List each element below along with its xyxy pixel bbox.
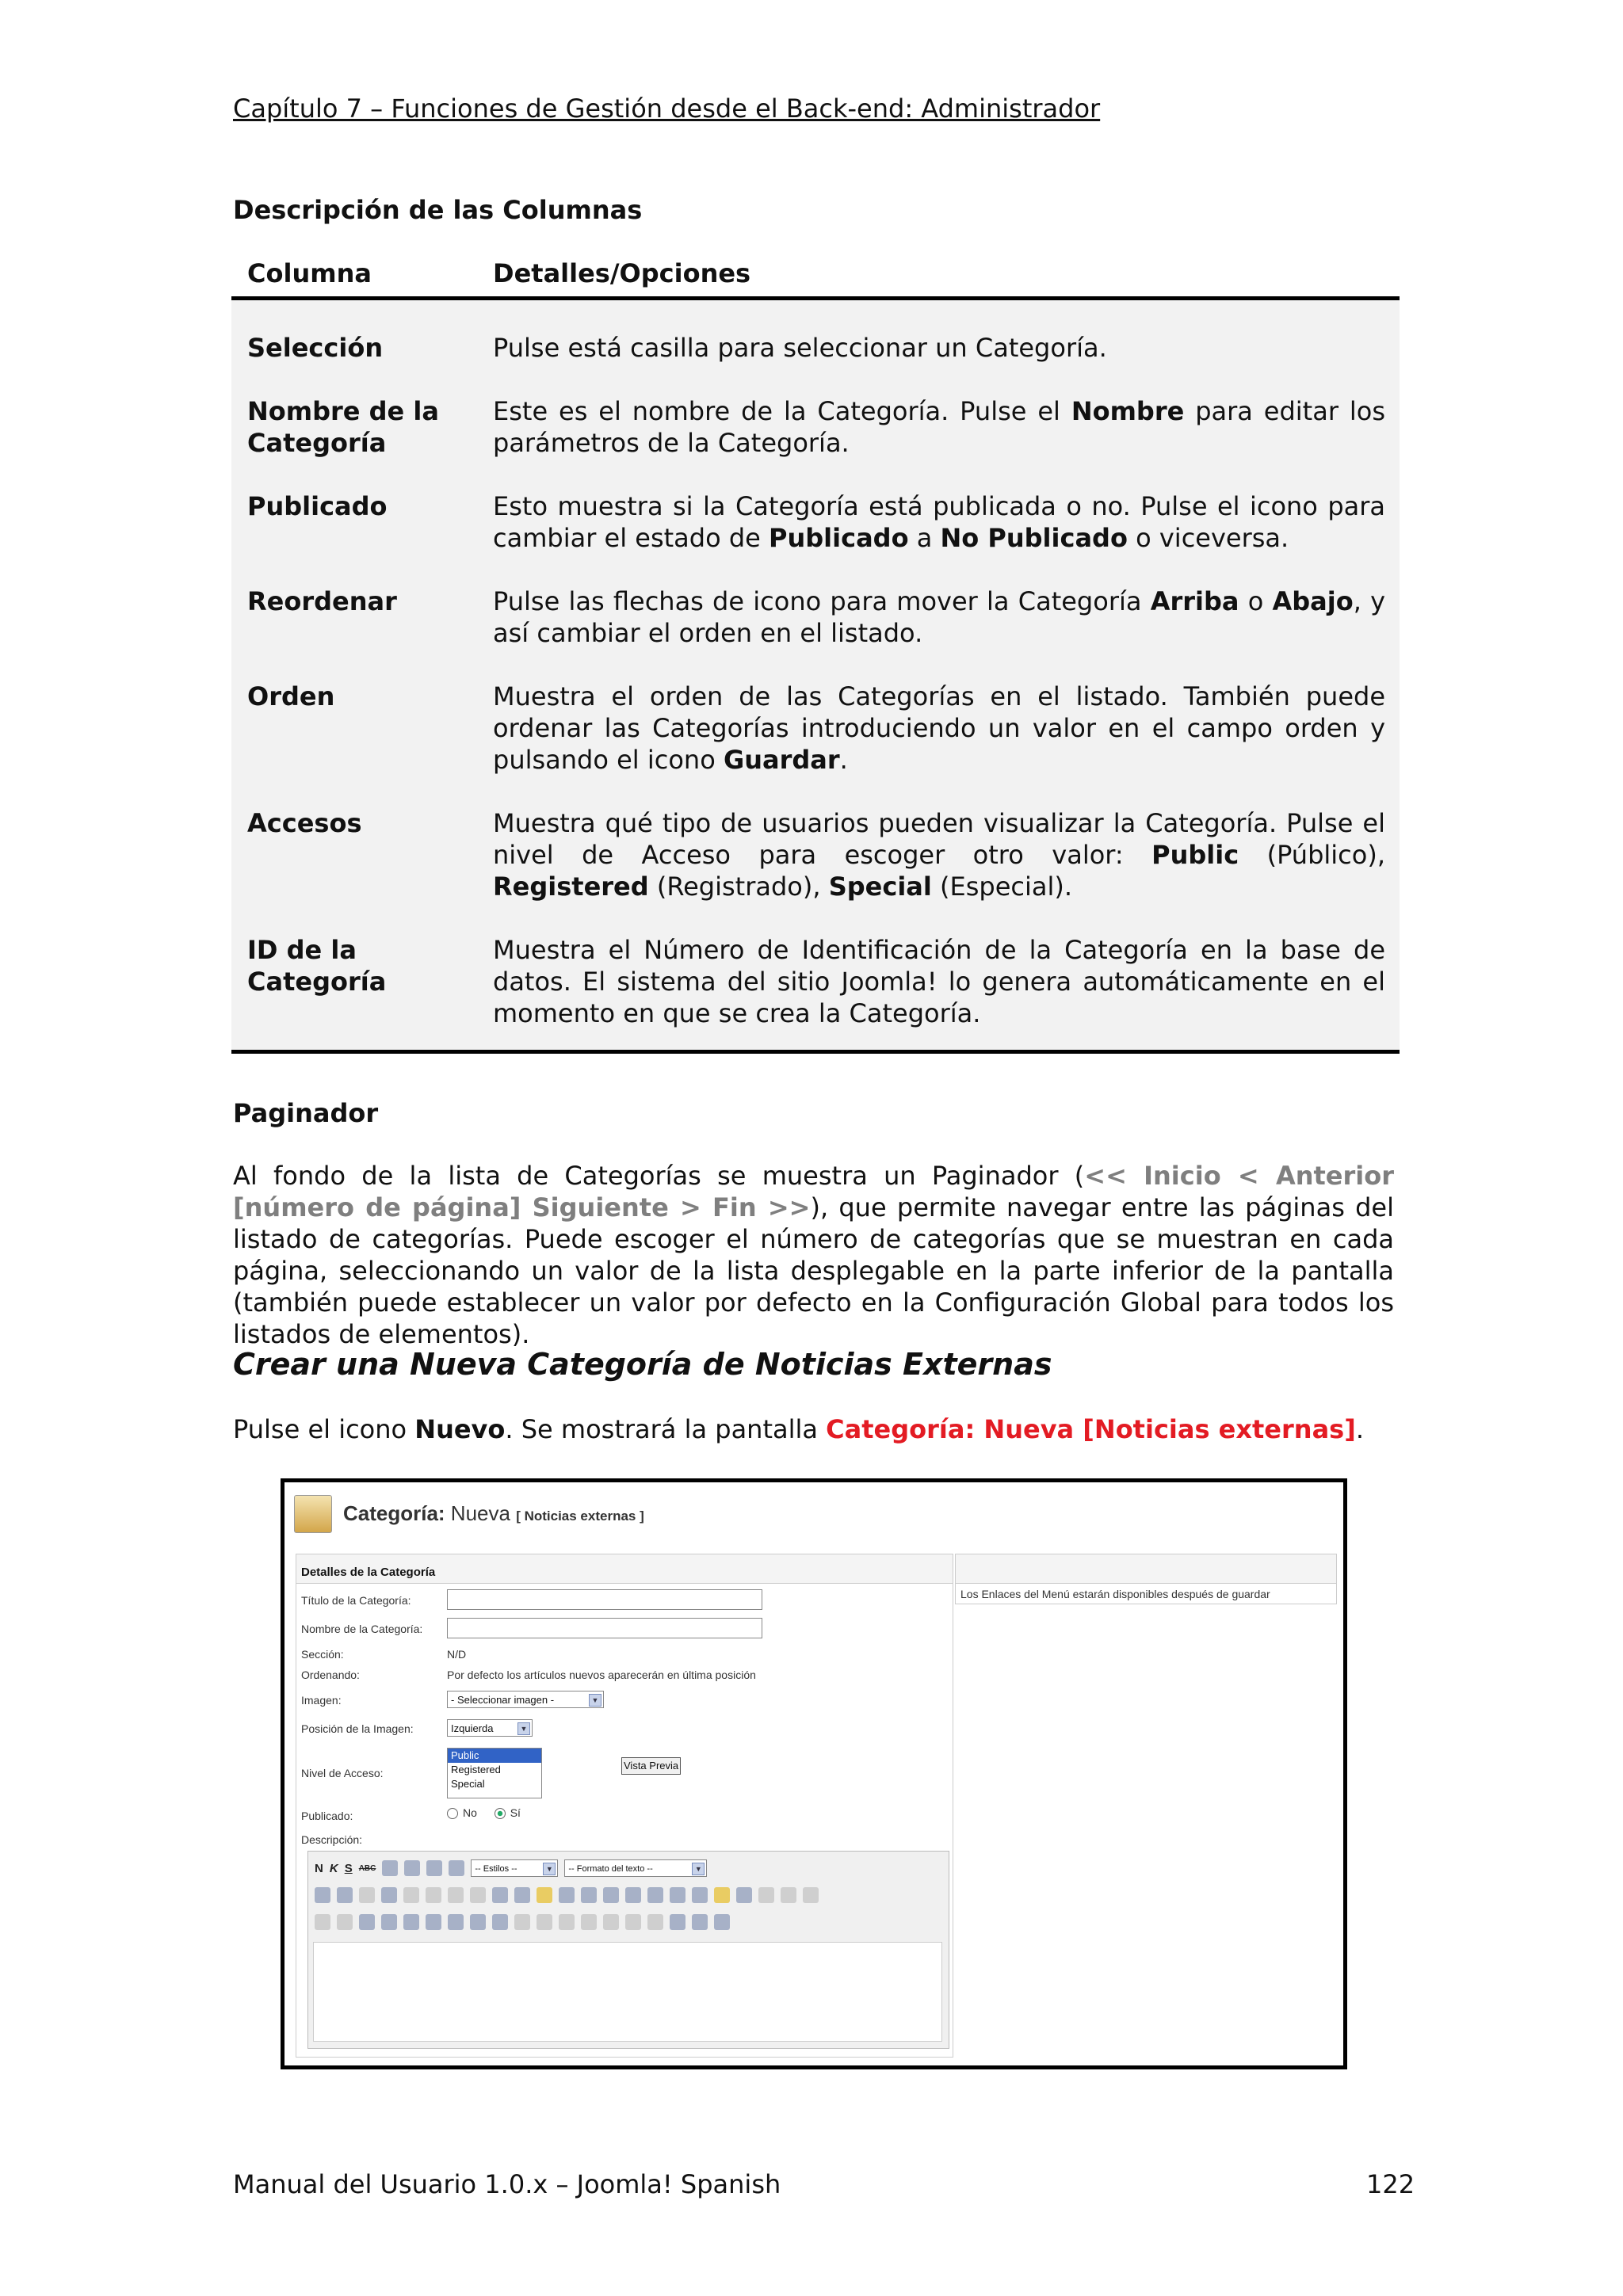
delete-row-icon[interactable] (625, 1914, 641, 1930)
description-text: o (1239, 586, 1273, 616)
chevron-down-icon: ▼ (517, 1722, 530, 1735)
row-before-icon[interactable] (581, 1914, 597, 1930)
insert-line-icon[interactable] (448, 1914, 464, 1930)
align-center-icon[interactable] (404, 1860, 420, 1876)
split-cells-icon[interactable] (714, 1914, 730, 1930)
row-column-name: Nombre de la Categoría (247, 396, 439, 458)
crear-text-1: Pulse el icono (233, 1414, 415, 1444)
bullet-list-icon[interactable] (315, 1887, 330, 1903)
column-header-detalles: Detalles/Opciones (493, 258, 751, 288)
table-header (231, 252, 1400, 296)
undo-icon[interactable] (403, 1887, 419, 1903)
menu-links-panel (955, 1554, 1337, 1604)
align-right-icon[interactable] (426, 1860, 442, 1876)
visual-aid-icon[interactable] (359, 1914, 375, 1930)
description-bold: Guardar (723, 745, 840, 775)
description-bold: Arriba (1150, 586, 1239, 616)
unlink-icon[interactable] (470, 1887, 486, 1903)
vista-previa-button[interactable]: Vista Previa (621, 1757, 681, 1775)
paginador-text-1: Al fondo de la lista de Categorías se muestra un Paginador ( (233, 1161, 1085, 1191)
crear-text-2: . Se mostrará la pantalla (505, 1414, 827, 1444)
publicado-label: Publicado: (301, 1810, 353, 1822)
table-bottom-rule (231, 1050, 1400, 1054)
formato-select[interactable] (564, 1859, 707, 1877)
table-icon[interactable] (514, 1914, 530, 1930)
crear-screen-name: Categoría: Nueva [Noticias externas] (826, 1414, 1356, 1444)
estilos-select[interactable] (471, 1859, 558, 1877)
row-description (493, 934, 1385, 1029)
description-bold: Publicado (769, 523, 909, 553)
row-column-name: Publicado (247, 491, 388, 521)
col-after-icon[interactable] (670, 1914, 685, 1930)
chevron-down-icon: ▼ (543, 1863, 556, 1875)
description-bold: Special (828, 871, 932, 902)
align-left-icon[interactable] (382, 1860, 398, 1876)
crear-text-3: . (1355, 1414, 1364, 1444)
copy-icon[interactable] (781, 1887, 796, 1903)
table-row (231, 490, 1400, 554)
description-text: Pulse las flechas de icono para mover la Categoría (493, 586, 1151, 616)
details-panel-header (296, 1554, 953, 1584)
column-header-columna: Columna (247, 258, 372, 288)
print-icon[interactable] (692, 1887, 708, 1903)
titulo-label: Título de la Categoría: (301, 1594, 411, 1607)
description-editor (307, 1851, 949, 2049)
table-row (231, 934, 1400, 1029)
fullscreen-icon[interactable] (736, 1887, 752, 1903)
description-text: Muestra el Número de Identificación de la Categoría en la base de datos. El sistema del sitio Joomla! lo genera automáticamente en el momento en que se crea la Categoría. (493, 935, 1385, 1028)
paginador-links-text: << Inicio < Anterior [número de página] Siguiente > Fin >> (233, 1161, 1395, 1222)
radio-no-label: No (463, 1806, 477, 1819)
remove-format-icon[interactable] (337, 1914, 353, 1930)
editor-toolbar-row-3 (315, 1910, 730, 1934)
description-text: Este es el nombre de la Categoría. Pulse el (493, 396, 1071, 426)
section-title: Descripción de las Columnas (233, 195, 643, 225)
description-text: (Registrado), (648, 871, 829, 902)
image-icon[interactable] (514, 1887, 530, 1903)
row-description (493, 807, 1385, 902)
editor-toolbar-row-1 (315, 1856, 707, 1880)
cell-props-icon[interactable] (559, 1914, 575, 1930)
publicado-radios (447, 1806, 521, 1819)
strikethrough-icon[interactable]: ABC (358, 1863, 376, 1873)
chevron-down-icon: ▼ (692, 1863, 705, 1875)
description-text: , y así cambiar el orden en el listado. (493, 586, 1386, 648)
description-text: para editar los parámetros de la Categoría. (493, 396, 1386, 458)
paginador-title: Paginador (233, 1098, 379, 1128)
titulo-input[interactable] (447, 1589, 762, 1610)
description-bold: Public (1151, 840, 1239, 870)
delete-col-icon[interactable] (692, 1914, 708, 1930)
row-props-icon[interactable] (537, 1914, 552, 1930)
menu-links-notice: Los Enlaces del Menú estarán disponibles después de guardar (960, 1588, 1270, 1600)
row-column-name: Selección (247, 333, 384, 363)
row-column-name: Reordenar (247, 586, 397, 616)
row-description (493, 395, 1385, 459)
menu-links-panel-header (956, 1554, 1336, 1584)
row-after-icon[interactable] (603, 1914, 619, 1930)
estilos-select-value: -- Estilos -- (475, 1864, 517, 1874)
row-column-name: Accesos (247, 808, 362, 838)
radio-no[interactable] (447, 1808, 458, 1819)
outdent-icon[interactable] (359, 1887, 375, 1903)
numbered-list-icon[interactable] (337, 1887, 353, 1903)
screen-title-small: [ Noticias externas ] (516, 1508, 644, 1524)
posicion-label: Posición de la Imagen: (301, 1722, 414, 1735)
indent-icon[interactable] (381, 1887, 397, 1903)
imagen-label: Imagen: (301, 1694, 342, 1707)
row-description (493, 490, 1385, 554)
category-details-panel (296, 1554, 953, 2058)
chevron-down-icon: ▼ (589, 1694, 601, 1707)
table-row (231, 807, 1400, 902)
style-icon[interactable] (470, 1914, 486, 1930)
table-row (231, 585, 1400, 649)
paginador-text-2: ), que permite navegar entre las páginas del listado de categorías. Puede escoger el número de categorías que se muestran en cada página, seleccionando un valor de la lista desplegable en la parte inferior de la pantalla (también puede establecer un valor por defecto en la Configuración Global para todos los listados de elementos). (233, 1192, 1395, 1349)
row-description (493, 585, 1385, 649)
description-text: (Especial). (931, 871, 1073, 902)
description-bold: No Publicado (940, 523, 1128, 553)
crear-title: Crear una Nueva Categoría de Noticias Externas (233, 1347, 1052, 1382)
ordenando-value: Por defecto los artículos nuevos aparecerán en última posición (447, 1669, 756, 1681)
editor-text-area[interactable] (313, 1942, 942, 2042)
nombre-input[interactable] (447, 1618, 762, 1638)
seccion-label: Sección: (301, 1648, 344, 1661)
columns-table (231, 252, 1400, 1054)
access-option[interactable]: Special (451, 1778, 485, 1790)
html-icon[interactable] (581, 1887, 597, 1903)
description-text: Muestra el orden de las Categorías en el listado. También puede ordenar las Categorías introduciendo un valor en el campo orden y pulsando el icono (493, 681, 1385, 775)
access-option[interactable]: Public (448, 1749, 541, 1763)
editor-toolbar-row-2 (315, 1883, 819, 1907)
horizontal-rule-icon[interactable] (315, 1914, 330, 1930)
special-char-icon[interactable] (426, 1914, 441, 1930)
description-text: Esto muestra si la Categoría está publicada o no. Pulse el icono para cambiar el estado de (493, 491, 1385, 553)
description-text: . (839, 745, 848, 775)
table-body (231, 300, 1400, 1050)
crear-nuevo-bold: Nuevo (414, 1414, 506, 1444)
find-icon[interactable] (625, 1887, 641, 1903)
description-text: Muestra qué tipo de usuarios pueden visualizar la Categoría. Pulse el nivel de Acceso para escoger otro valor: (493, 808, 1385, 870)
underline-icon[interactable]: S (344, 1861, 353, 1875)
row-column-name: Orden (247, 681, 335, 711)
insert-date-icon[interactable] (603, 1887, 619, 1903)
replace-icon[interactable] (647, 1887, 663, 1903)
screen-title (343, 1501, 644, 1526)
posicion-select-value: Izquierda (451, 1722, 494, 1734)
cleanup-icon[interactable] (537, 1887, 552, 1903)
row-column-name: ID de la Categoría (247, 935, 387, 997)
align-justify-icon[interactable] (449, 1860, 464, 1876)
description-text: (Público), (1239, 840, 1386, 870)
edit-attributes-icon[interactable] (492, 1914, 508, 1930)
table-row (231, 332, 1400, 364)
category-icon (294, 1495, 332, 1533)
description-text: o viceversa. (1127, 523, 1289, 553)
table-row (231, 681, 1400, 776)
details-panel-title: Detalles de la Categoría (301, 1566, 436, 1579)
emotions-icon[interactable] (714, 1887, 730, 1903)
page-header: Capítulo 7 – Funciones de Gestión desde el Back-end: Administrador (233, 93, 1101, 124)
formato-select-value: -- Formato del texto -- (568, 1864, 653, 1874)
redo-icon[interactable] (426, 1887, 441, 1903)
page-number: 122 (1366, 2169, 1415, 2199)
ordenando-label: Ordenando: (301, 1669, 360, 1681)
category-new-screenshot (281, 1478, 1347, 2069)
italic-icon[interactable]: K (329, 1861, 338, 1875)
radio-si[interactable] (495, 1808, 506, 1819)
col-before-icon[interactable] (647, 1914, 663, 1930)
imagen-select[interactable] (447, 1691, 604, 1708)
imagen-select-value: - Seleccionar imagen - (451, 1694, 555, 1706)
screen-title-normal: Nueva (445, 1501, 517, 1525)
nivel-label: Nivel de Acceso: (301, 1767, 384, 1779)
access-level-list[interactable] (447, 1748, 542, 1798)
row-description (493, 332, 1385, 364)
subscript-icon[interactable] (381, 1914, 397, 1930)
access-option[interactable]: Registered (451, 1764, 501, 1775)
help-icon[interactable] (559, 1887, 575, 1903)
bold-icon[interactable]: N (315, 1861, 323, 1875)
paginador-paragraph (233, 1160, 1394, 1350)
link-icon[interactable] (448, 1887, 464, 1903)
superscript-icon[interactable] (403, 1914, 419, 1930)
nombre-label: Nombre de la Categoría: (301, 1623, 423, 1635)
description-text: a (908, 523, 941, 553)
descripcion-label: Descripción: (301, 1833, 363, 1846)
posicion-select[interactable] (447, 1719, 533, 1737)
footer-left: Manual del Usuario 1.0.x – Joomla! Spanish (233, 2169, 781, 2199)
description-bold: Abajo (1272, 586, 1354, 616)
media-icon[interactable] (670, 1887, 685, 1903)
description-bold: Registered (493, 871, 649, 902)
description-bold: Nombre (1071, 396, 1185, 426)
radio-si-label: Sí (510, 1806, 521, 1819)
description-text: Pulse está casilla para seleccionar un Categoría. (493, 333, 1107, 363)
paste-icon[interactable] (803, 1887, 819, 1903)
editor-toolbar (315, 1856, 941, 1947)
crear-paragraph (233, 1413, 1394, 1445)
anchor-icon[interactable] (492, 1887, 508, 1903)
screen-title-bar (291, 1490, 1337, 1536)
screen-title-bold: Categoría: (343, 1501, 445, 1525)
row-description (493, 681, 1385, 776)
seccion-value: N/D (447, 1648, 467, 1661)
table-row (231, 395, 1400, 459)
cut-icon[interactable] (758, 1887, 774, 1903)
